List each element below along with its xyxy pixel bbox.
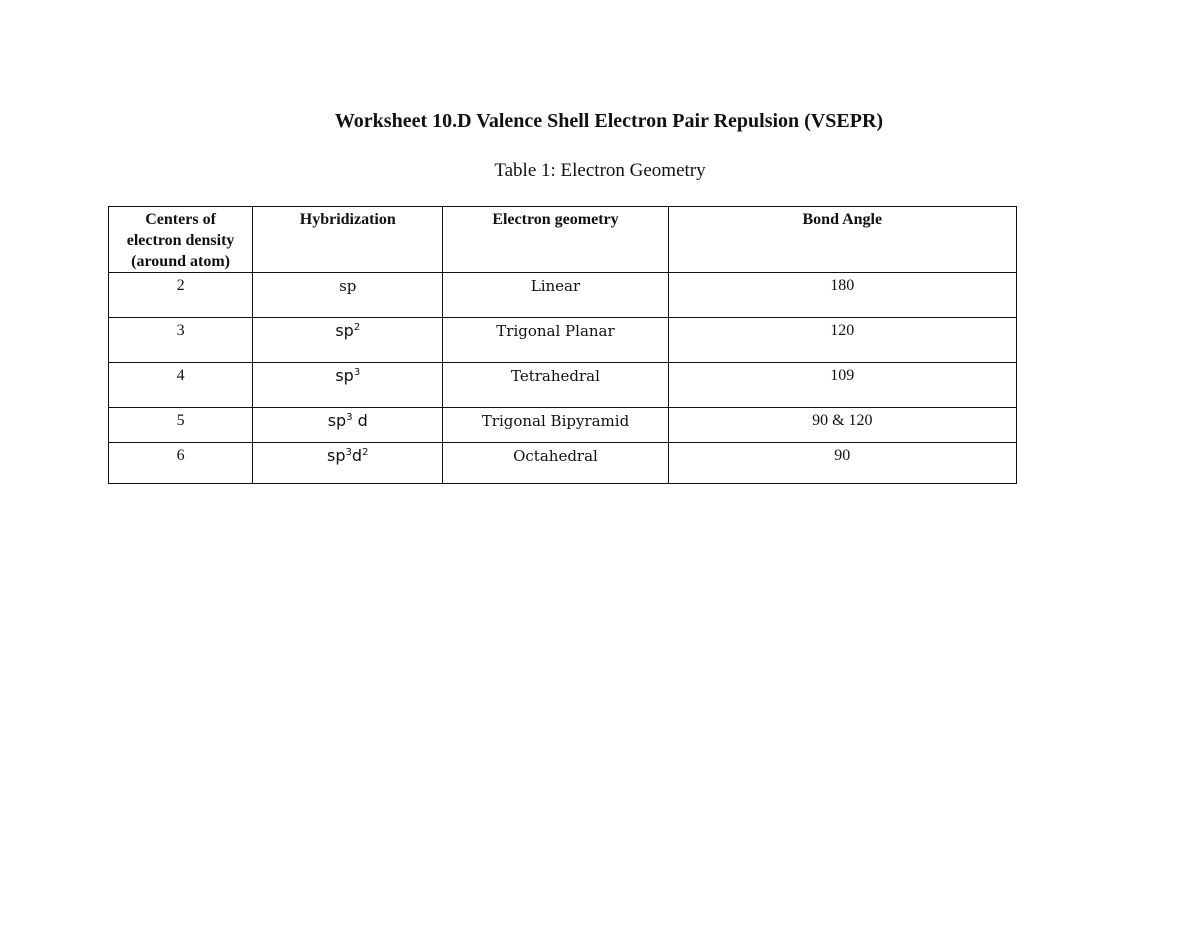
page-title: Worksheet 10.D Valence Shell Electron Pair Repulsion (VSEPR): [334, 110, 884, 132]
cell-angle: 90: [668, 443, 1016, 484]
table-row: [109, 273, 1017, 318]
table-header-row: [109, 207, 1017, 273]
cell-angle: 109: [668, 363, 1016, 408]
cell-geometry: Tetrahedral: [443, 363, 668, 408]
cell-centers: 5: [109, 408, 253, 443]
cell-angle: 120: [668, 318, 1016, 363]
cell-geometry: Linear: [443, 273, 668, 318]
cell-geometry: Trigonal Planar: [443, 318, 668, 363]
header-electron-geometry: Electron geometry: [443, 207, 668, 273]
cell-geometry: Octahedral: [443, 443, 668, 484]
cell-centers: 4: [109, 363, 253, 408]
table-row: [109, 408, 1017, 443]
cell-geometry: Trigonal Bipyramid: [443, 408, 668, 443]
hyb-base: sp: [335, 321, 354, 340]
hyb-orbital: d: [351, 446, 363, 465]
hyb-orbital: d: [352, 411, 368, 430]
header-centers: [109, 207, 253, 273]
header-bond-angle: Bond Angle: [668, 207, 1016, 273]
electron-geometry-table: [108, 206, 1017, 484]
table-row: [109, 443, 1017, 484]
hyb-base: sp: [335, 366, 354, 385]
header-centers-line1: Centers of: [145, 211, 216, 228]
header-centers-line3: (around atom): [131, 253, 230, 270]
cell-centers: 6: [109, 443, 253, 484]
table-row: [109, 363, 1017, 408]
header-hybridization: Hybridization: [253, 207, 443, 273]
cell-hybridization: [253, 408, 443, 443]
cell-angle: 90 & 120: [668, 408, 1016, 443]
hyb-superscript-2: 2: [362, 447, 369, 458]
cell-hybridization: [253, 318, 443, 363]
cell-centers: 2: [109, 273, 253, 318]
cell-centers: 3: [109, 318, 253, 363]
table-row: [109, 318, 1017, 363]
hyb-superscript: 3: [353, 367, 361, 378]
table-caption: Table 1: Electron Geometry: [494, 160, 706, 181]
cell-angle: 180: [668, 273, 1016, 318]
hyb-superscript: 3: [345, 447, 352, 458]
hyb-base: sp: [327, 446, 346, 465]
hyb-base: sp: [327, 411, 347, 430]
hyb-superscript: 3: [346, 412, 353, 423]
cell-hybridization: [253, 273, 443, 318]
hyb-superscript: 2: [353, 322, 361, 333]
cell-hybridization: [253, 443, 443, 484]
hyb-base: sp: [339, 277, 357, 295]
cell-hybridization: [253, 363, 443, 408]
header-centers-line2: electron density: [126, 232, 235, 249]
